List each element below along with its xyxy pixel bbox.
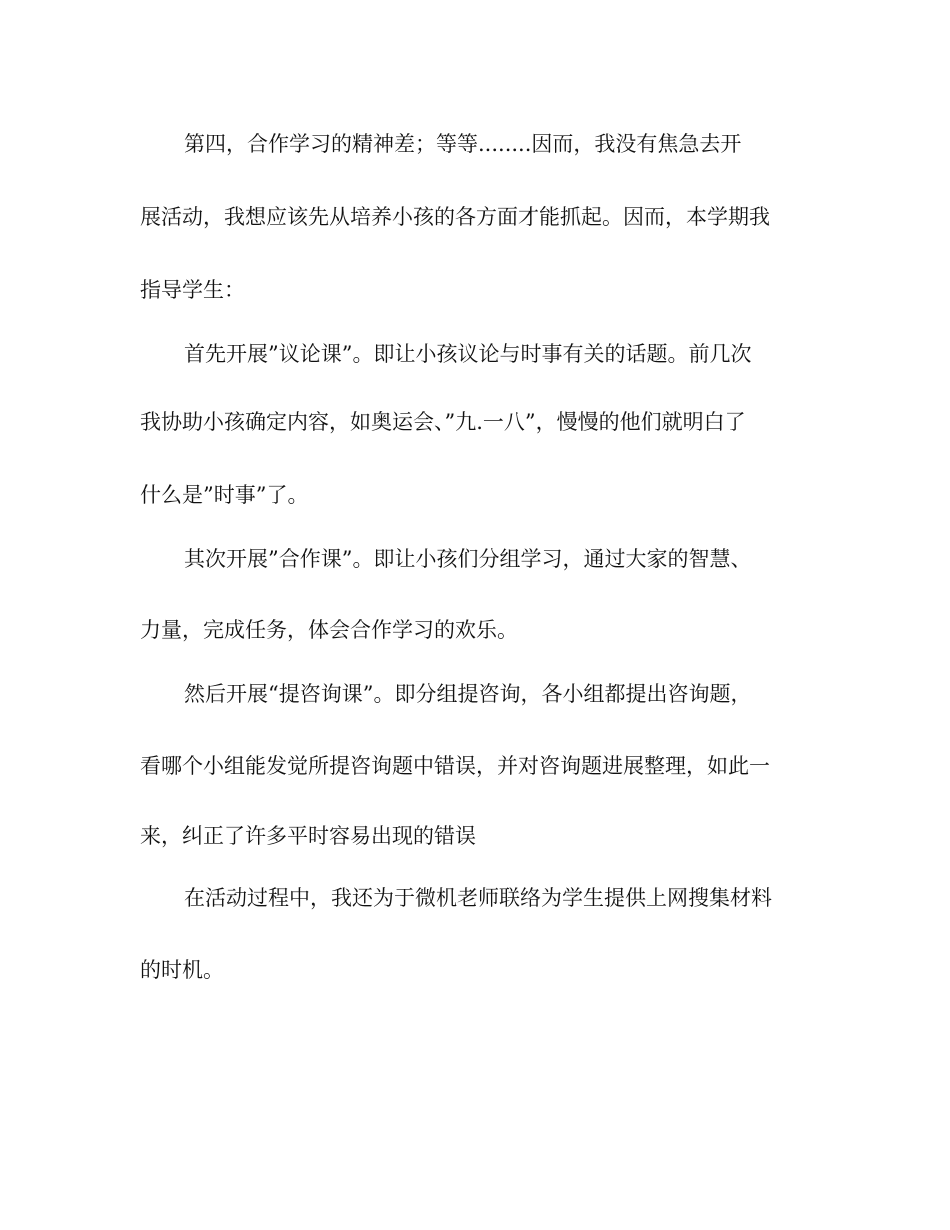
paragraph-line: 第四，合作学习的精神差；等等........因而，我没有焦急去开 [184,132,742,156]
paragraph-line: 其次开展”合作课”。即让小孩们分组学习，通过大家的智慧、 [184,547,752,571]
paragraph-line: 我协助小孩确定内容，如奥运会、”九.一八”，慢慢的他们就明白了 [140,410,746,434]
paragraph-line: 的时机。 [140,958,224,982]
paragraph-line: 来，纠正了许多平时容易出现的错误 [140,824,476,848]
paragraph-line: 什么是”时事”了。 [140,483,309,507]
paragraph-line: 力量，完成任务，体会合作学习的欢乐。 [140,618,518,642]
paragraph-line: 看哪个小组能发觉所提咨询题中错误，并对咨询题进展整理，如此一 [140,754,770,778]
paragraph-line: 在活动过程中，我还为于微机老师联络为学生提供上网搜集材料 [184,886,772,910]
paragraph-line: 首先开展”议论课”。即让小孩议论与时事有关的话题。前几次 [184,342,752,366]
paragraph-line: 然后开展“提咨询课”。即分组提咨询，各小组都提出咨询题， [184,682,752,706]
paragraph-line: 指导学生： [140,278,245,302]
paragraph-line: 展活动，我想应该先从培养小孩的各方面才能抓起。因而，本学期我 [140,205,770,229]
